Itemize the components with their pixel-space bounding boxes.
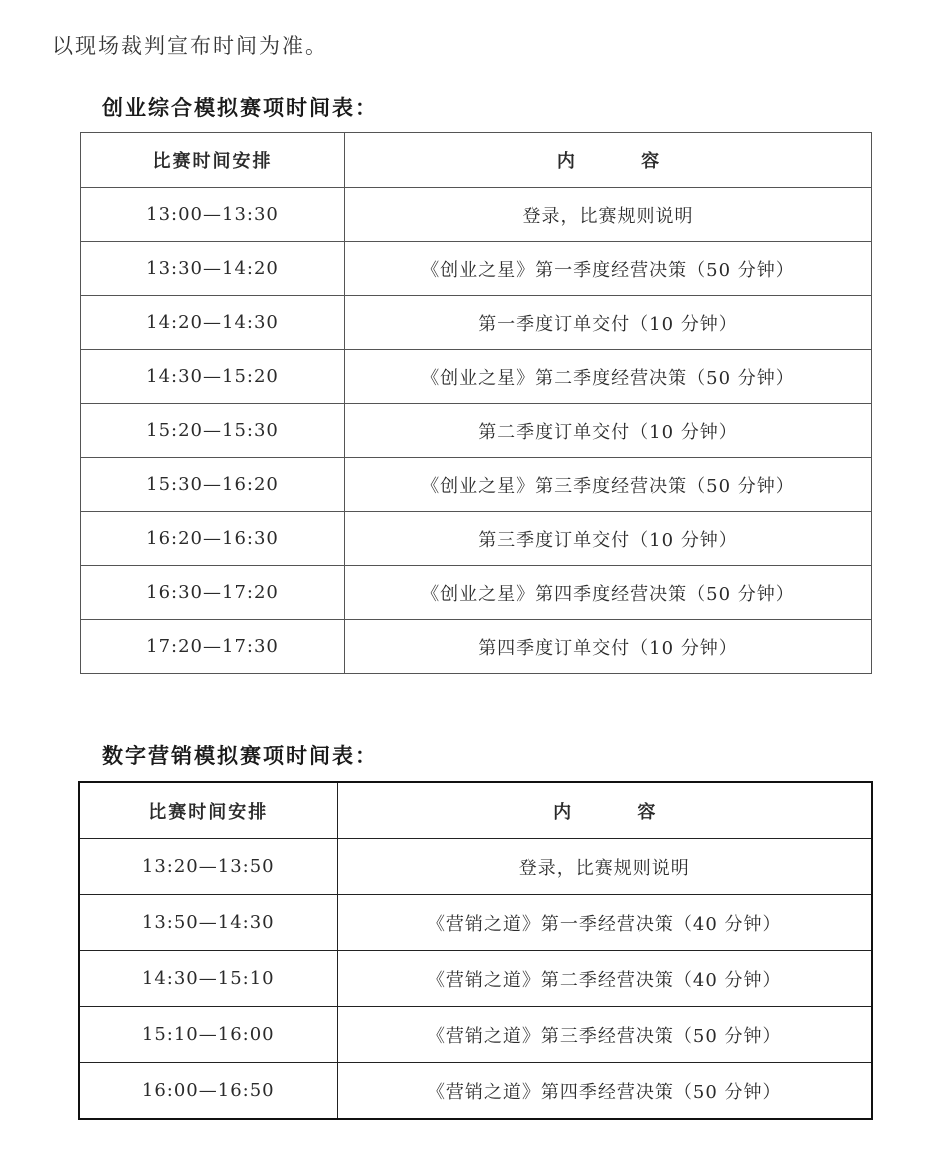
table-row (81, 404, 872, 458)
time-cell: 17:20—17:30 (81, 620, 345, 674)
time-cell: 15:20—15:30 (81, 404, 345, 458)
table-row (81, 620, 872, 674)
content-cell: 第四季度订单交付（10 分钟） (345, 620, 872, 674)
content-cell: 登录，比赛规则说明 (337, 839, 872, 895)
table-header-row (79, 782, 872, 839)
time-cell: 13:00—13:30 (81, 188, 345, 242)
table-header-row (81, 133, 872, 188)
table-row (81, 350, 872, 404)
time-cell: 16:20—16:30 (81, 512, 345, 566)
table-row (81, 242, 872, 296)
content-cell: 《营销之道》第三季经营决策（50 分钟） (337, 1007, 872, 1063)
table-row (79, 1007, 872, 1063)
table1-title: 创业综合模拟赛项时间表： (102, 96, 378, 120)
content-cell: 第二季度订单交付（10 分钟） (345, 404, 872, 458)
content-cell: 《创业之星》第三季度经营决策（50 分钟） (345, 458, 872, 512)
content-cell: 登录，比赛规则说明 (345, 188, 872, 242)
content-cell: 《营销之道》第一季经营决策（40 分钟） (337, 895, 872, 951)
intro-text: 以现场裁判宣布时间为准。 (52, 34, 328, 58)
table-row (79, 839, 872, 895)
table-row (81, 188, 872, 242)
time-cell: 13:20—13:50 (79, 839, 337, 895)
time-cell: 14:30—15:10 (79, 951, 337, 1007)
time-cell: 15:30—16:20 (81, 458, 345, 512)
time-cell: 14:20—14:30 (81, 296, 345, 350)
content-cell: 《营销之道》第二季经营决策（40 分钟） (337, 951, 872, 1007)
time-cell: 14:30—15:20 (81, 350, 345, 404)
header-time: 比赛时间安排 (81, 133, 345, 188)
content-cell: 《创业之星》第四季度经营决策（50 分钟） (345, 566, 872, 620)
content-cell: 《创业之星》第一季度经营决策（50 分钟） (345, 242, 872, 296)
table-row (79, 895, 872, 951)
table-row (81, 296, 872, 350)
table-row (81, 566, 872, 620)
table-row (81, 512, 872, 566)
table-row (81, 458, 872, 512)
content-cell: 第三季度订单交付（10 分钟） (345, 512, 872, 566)
content-cell: 《营销之道》第四季经营决策（50 分钟） (337, 1063, 872, 1120)
header-content: 内 容 (345, 133, 872, 188)
table-row (79, 951, 872, 1007)
header-time: 比赛时间安排 (79, 782, 337, 839)
time-cell: 13:50—14:30 (79, 895, 337, 951)
time-cell: 13:30—14:20 (81, 242, 345, 296)
schedule-table-digital-marketing (78, 781, 873, 1120)
content-cell: 《创业之星》第二季度经营决策（50 分钟） (345, 350, 872, 404)
content-cell: 第一季度订单交付（10 分钟） (345, 296, 872, 350)
table-row (79, 1063, 872, 1120)
time-cell: 15:10—16:00 (79, 1007, 337, 1063)
time-cell: 16:00—16:50 (79, 1063, 337, 1120)
header-content: 内 容 (337, 782, 872, 839)
time-cell: 16:30—17:20 (81, 566, 345, 620)
table2-title: 数字营销模拟赛项时间表： (102, 744, 378, 768)
schedule-table-entrepreneurship (80, 132, 872, 674)
